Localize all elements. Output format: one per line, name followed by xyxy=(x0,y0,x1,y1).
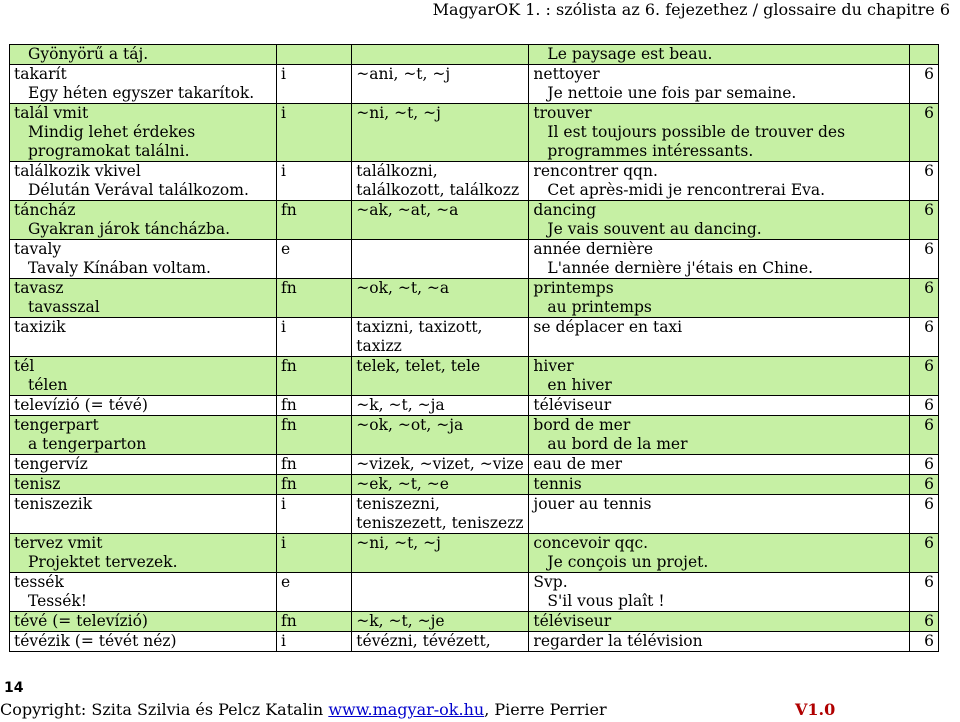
table-row xyxy=(10,455,939,475)
word-forms: ~ak, ~at, ~a xyxy=(356,201,459,219)
word-type: e xyxy=(277,573,352,612)
french-translation: concevoir qqc. xyxy=(533,534,649,552)
word-type: fn xyxy=(277,201,352,240)
footer-version: V1.0 xyxy=(795,700,836,719)
french-translation-example: Il est toujours possible de trouver des programmes intéressants. xyxy=(547,123,846,160)
table-row xyxy=(10,534,939,573)
chapter-number: 6 xyxy=(909,416,938,455)
word-type: i xyxy=(277,534,352,573)
chapter-number: 6 xyxy=(909,396,938,416)
table-row xyxy=(10,396,939,416)
hungarian-word: teniszezik xyxy=(14,495,93,513)
table-row xyxy=(10,632,939,652)
hungarian-word: televízió (= tévé) xyxy=(14,396,148,414)
word-forms: ~vizek, ~vizet, ~vize xyxy=(356,455,524,473)
french-translation: jouer au tennis xyxy=(533,495,652,513)
hungarian-word: tessék xyxy=(14,573,64,591)
word-type: fn xyxy=(277,357,352,396)
table-row xyxy=(10,65,939,104)
french-translation-example: en hiver xyxy=(547,376,612,394)
chapter-number: 6 xyxy=(909,455,938,475)
hungarian-word: takarít xyxy=(14,65,67,83)
chapter-number: 6 xyxy=(909,357,938,396)
hungarian-word-example: tavasszal xyxy=(28,298,100,316)
hungarian-word: tél xyxy=(14,357,35,375)
table-row xyxy=(10,104,939,162)
hungarian-word-example: Egy héten egyszer takarítok. xyxy=(28,84,255,102)
word-type: fn xyxy=(277,416,352,455)
chapter-number: 6 xyxy=(909,104,938,162)
french-translation: se déplacer en taxi xyxy=(533,318,683,336)
word-type: i xyxy=(277,495,352,534)
word-type: i xyxy=(277,632,352,652)
table-row xyxy=(10,573,939,612)
hungarian-word-example: Délután Verával találkozom. xyxy=(28,181,249,199)
french-translation: Svp. xyxy=(533,573,568,591)
example-row xyxy=(10,45,939,65)
word-forms: ~ek, ~t, ~e xyxy=(356,475,449,493)
word-forms-example: találkozott, találkozz xyxy=(356,181,520,199)
table-row xyxy=(10,416,939,455)
french-translation: tennis xyxy=(533,475,582,493)
word-forms: ~k, ~t, ~je xyxy=(356,612,445,630)
chapter-number: 6 xyxy=(909,612,938,632)
french-translation-example: Je nettoie une fois par semaine. xyxy=(547,84,797,102)
table-row xyxy=(10,612,939,632)
word-forms: telek, telet, tele xyxy=(356,357,481,375)
table-row xyxy=(10,279,939,318)
word-forms: ~k, ~t, ~ja xyxy=(356,396,445,414)
page-number: 14 xyxy=(4,680,24,696)
word-type: i xyxy=(277,104,352,162)
french-translation-example: L'année dernière j'étais en Chine. xyxy=(547,259,814,277)
french-translation: téléviseur xyxy=(533,396,612,414)
word-type: fn xyxy=(277,279,352,318)
french-translation: bord de mer xyxy=(533,416,631,434)
chapter-number: 6 xyxy=(909,495,938,534)
word-type: fn xyxy=(277,612,352,632)
chapter-number: 6 xyxy=(909,534,938,573)
footer xyxy=(0,700,960,720)
french-translation: eau de mer xyxy=(533,455,623,473)
french-translation: dancing xyxy=(533,201,597,219)
french-translation: nettoyer xyxy=(533,65,600,83)
chapter-number: 6 xyxy=(909,240,938,279)
hungarian-word-example: Tavaly Kínában voltam. xyxy=(28,259,211,277)
word-forms: ~ani, ~t, ~j xyxy=(356,65,451,83)
hungarian-word: tenisz xyxy=(14,475,61,493)
word-forms: ~ok, ~t, ~a xyxy=(356,279,450,297)
table-row xyxy=(10,495,939,534)
word-type: i xyxy=(277,318,352,357)
hungarian-word: tervez vmit xyxy=(14,534,103,552)
chapter-number: 6 xyxy=(909,65,938,104)
table-row xyxy=(10,475,939,495)
chapter-number: 6 xyxy=(909,279,938,318)
table-row xyxy=(10,201,939,240)
table-row xyxy=(10,357,939,396)
hungarian-word-example: Mindig lehet érdekes programokat találni. xyxy=(28,123,196,160)
word-type: i xyxy=(277,65,352,104)
french-translation-example: Je vais souvent au dancing. xyxy=(547,220,762,238)
word-type: i xyxy=(277,162,352,201)
french-translation-example: Cet après-midi je rencontrerai Eva. xyxy=(547,181,826,199)
french-translation-example: au bord de la mer xyxy=(547,435,688,453)
chapter-number: 6 xyxy=(909,318,938,357)
word-forms: ~ni, ~t, ~j xyxy=(356,104,441,122)
hungarian-word: tavaly xyxy=(14,240,62,258)
example-fr: Le paysage est beau. xyxy=(547,45,713,63)
word-forms-example: taxizz xyxy=(356,337,402,355)
french-translation: rencontrer qqn. xyxy=(533,162,658,180)
hungarian-word: táncház xyxy=(14,201,76,219)
word-type: fn xyxy=(277,475,352,495)
french-translation: regarder la télévision xyxy=(533,632,703,650)
page-header: MagyarOK 1. : szólista az 6. fejezethez / glossaire du chapitre 6 xyxy=(432,0,950,19)
footer-copyright: Copyright: Szita Szilvia és Pelcz Katalin xyxy=(0,700,329,719)
french-translation: hiver xyxy=(533,357,574,375)
hungarian-word: tengerpart xyxy=(14,416,99,434)
french-translation: téléviseur xyxy=(533,612,612,630)
french-translation: année dernière xyxy=(533,240,654,258)
hungarian-word: tengervíz xyxy=(14,455,88,473)
footer-website-link[interactable]: www.magyar-ok.hu xyxy=(328,700,485,719)
chapter-number: 6 xyxy=(909,475,938,495)
hungarian-word: talál vmit xyxy=(14,104,89,122)
hungarian-word: tévé (= televízió) xyxy=(14,612,148,630)
hungarian-word-example: télen xyxy=(28,376,68,394)
word-type: fn xyxy=(277,396,352,416)
french-translation-example: au printemps xyxy=(547,298,652,316)
word-forms: ~ni, ~t, ~j xyxy=(356,534,441,552)
hungarian-word-example: a tengerparton xyxy=(28,435,147,453)
word-type: fn xyxy=(277,455,352,475)
table-row xyxy=(10,318,939,357)
word-forms: teniszezni, xyxy=(356,495,440,513)
footer-author: , Pierre Perrier xyxy=(484,700,607,719)
hungarian-word-example: Projektet tervezek. xyxy=(28,553,178,571)
chapter-number: 6 xyxy=(909,573,938,612)
french-translation: printemps xyxy=(533,279,614,297)
word-forms: taxizni, taxizott, xyxy=(356,318,483,336)
word-forms: tévézni, tévézett, xyxy=(356,632,491,650)
hungarian-word: tavasz xyxy=(14,279,64,297)
table-row xyxy=(10,162,939,201)
example-hu: Gyönyörű a táj. xyxy=(28,45,149,63)
hungarian-word: tévézik (= tévét néz) xyxy=(14,632,177,650)
hungarian-word-example: Tessék! xyxy=(28,592,88,610)
hungarian-word: találkozik vkivel xyxy=(14,162,141,180)
table-row xyxy=(10,240,939,279)
word-forms-example: teniszezett, teniszezz xyxy=(356,514,524,532)
french-translation-example: Je conçois un projet. xyxy=(547,553,709,571)
word-forms: találkozni, xyxy=(356,162,438,180)
hungarian-word-example: Gyakran járok táncházba. xyxy=(28,220,231,238)
french-translation-example: S'il vous plaît ! xyxy=(547,592,665,610)
french-translation: trouver xyxy=(533,104,592,122)
hungarian-word: taxizik xyxy=(14,318,66,336)
word-type: e xyxy=(277,240,352,279)
chapter-number: 6 xyxy=(909,162,938,201)
chapter-number: 6 xyxy=(909,201,938,240)
chapter-number: 6 xyxy=(909,632,938,652)
word-forms: ~ok, ~ot, ~ja xyxy=(356,416,464,434)
vocabulary-table xyxy=(9,44,939,652)
